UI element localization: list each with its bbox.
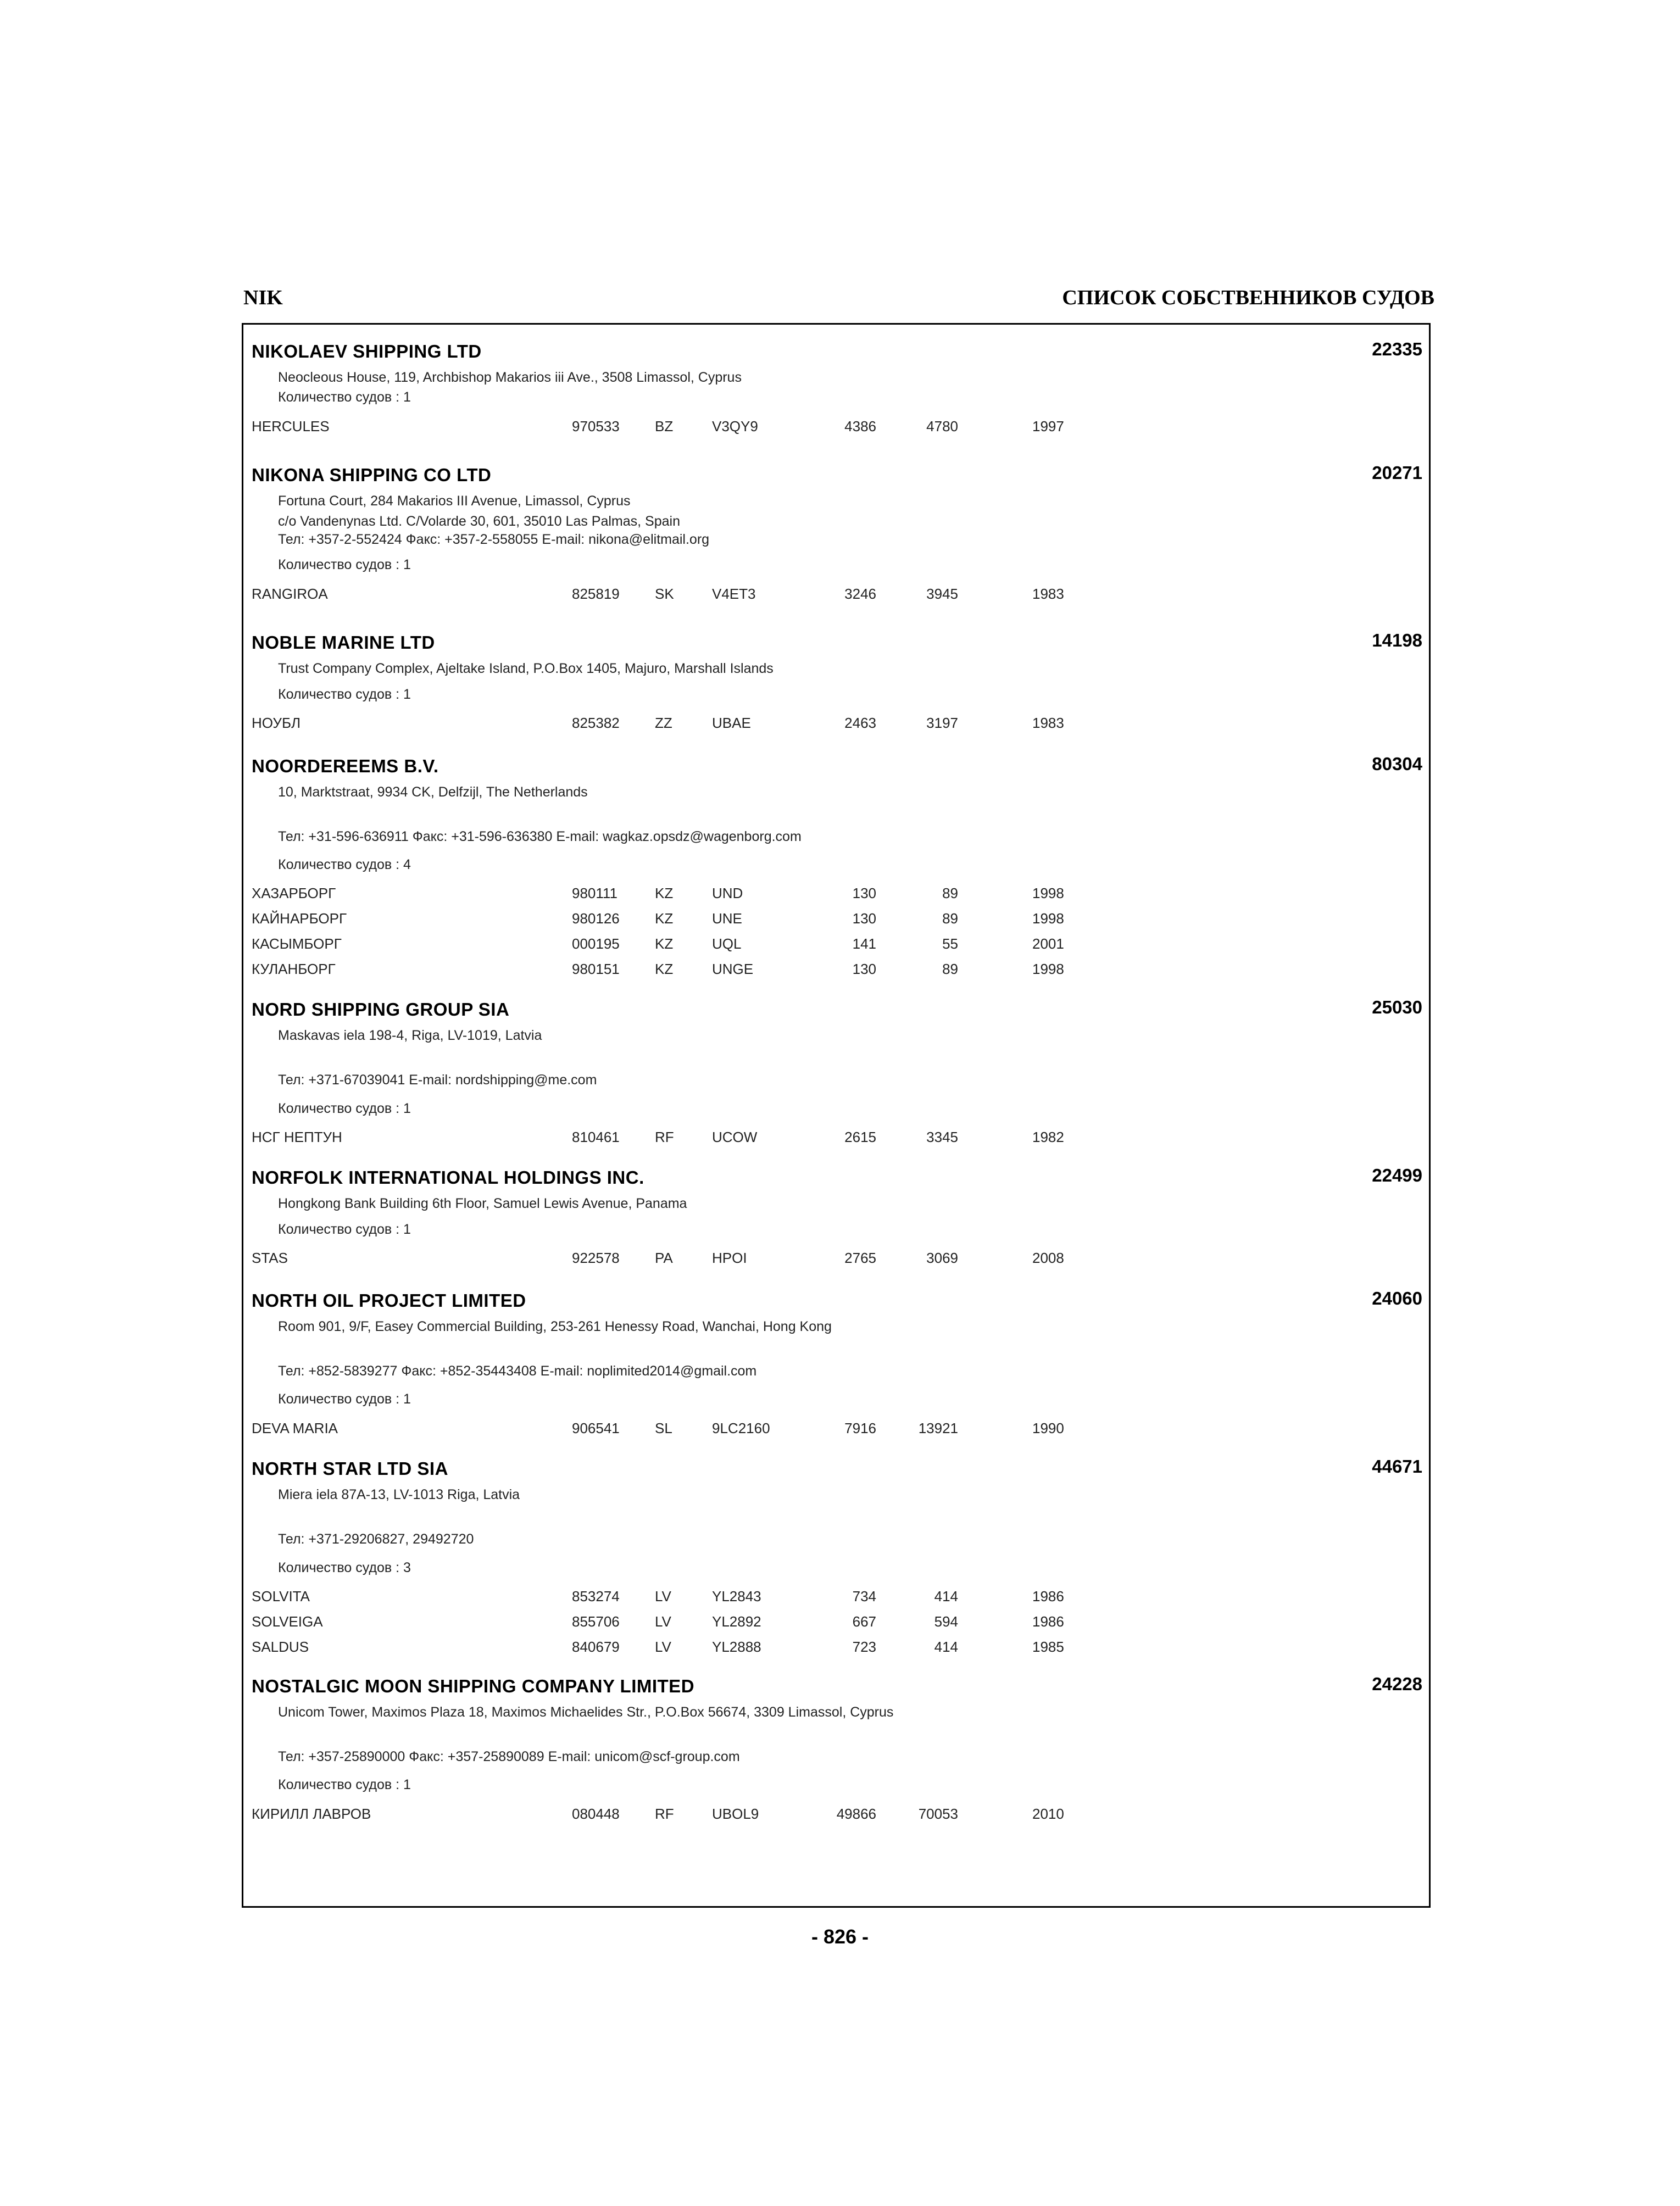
vessel-gross-tonnage: 3246: [844, 586, 876, 602]
vessel-deadweight: 3345: [926, 1129, 958, 1145]
vessel-gross-tonnage: 130: [852, 885, 876, 901]
page-number: - 826 -: [811, 1925, 869, 1948]
vessel-gross-tonnage: 723: [852, 1639, 876, 1655]
vessel-gross-tonnage: 734: [852, 1588, 876, 1605]
vessel-row: [243, 1806, 1429, 1824]
vessel-call-sign: UBOL9: [712, 1806, 759, 1822]
company-name: NOORDEREEMS B.V.: [252, 756, 439, 776]
vessel-deadweight: 3945: [926, 586, 958, 602]
company-info-line: Количество судов : 1: [278, 1222, 411, 1237]
vessel-flag: KZ: [655, 885, 674, 901]
vessel-row: [243, 910, 1429, 929]
company-info-line: Fortuna Court, 284 Makarios III Avenue, Limassol, Cyprus: [278, 493, 631, 509]
vessel-call-sign: UND: [712, 885, 743, 901]
vessel-imo-number: 906541: [572, 1420, 620, 1436]
vessel-name: КИРИЛЛ ЛАВРОВ: [252, 1806, 371, 1822]
company-info-line: 10, Marktstraat, 9934 CK, Delfzijl, The Netherlands: [278, 784, 588, 800]
vessel-imo-number: 980151: [572, 961, 620, 977]
vessel-imo-number: 970533: [572, 418, 620, 434]
vessel-call-sign: V4ET3: [712, 586, 756, 602]
vessel-name: SOLVEIGA: [252, 1613, 323, 1630]
company-id: 25030: [1372, 997, 1422, 1017]
vessel-build-year: 2001: [1032, 935, 1064, 952]
vessel-build-year: 1982: [1032, 1129, 1064, 1145]
vessel-call-sign: UNE: [712, 910, 742, 927]
vessel-call-sign: V3QY9: [712, 418, 758, 434]
vessel-imo-number: 000195: [572, 935, 620, 952]
vessel-row: [243, 885, 1429, 904]
vessel-row: [243, 961, 1429, 979]
vessel-deadweight: 594: [934, 1613, 958, 1630]
company-info-line: Unicom Tower, Maximos Plaza 18, Maximos Michaelides Str., P.O.Box 56674, 3309 Limassol, Cyprus: [278, 1704, 894, 1720]
page-header: [243, 286, 1434, 319]
vessel-build-year: 1983: [1032, 715, 1064, 731]
vessel-row: [243, 418, 1429, 437]
company-info-line: Тел: +357-2-552424 Факс: +357-2-558055 E-mail: nikona@elitmail.org: [278, 532, 710, 547]
vessel-imo-number: 980126: [572, 910, 620, 927]
company-id: 24228: [1372, 1674, 1422, 1694]
company-id: 80304: [1372, 754, 1422, 774]
vessel-row: [243, 1129, 1429, 1147]
company-id: 14198: [1372, 630, 1422, 650]
vessel-deadweight: 70053: [918, 1806, 958, 1822]
company-info-line: Тел: +852-5839277 Факс: +852-35443408 E-mail: noplimited2014@gmail.com: [278, 1363, 757, 1379]
vessel-deadweight: 414: [934, 1639, 958, 1655]
vessel-gross-tonnage: 667: [852, 1613, 876, 1630]
vessel-flag: RF: [655, 1806, 674, 1822]
company-info-line: Количество судов : 1: [278, 1391, 411, 1407]
vessel-gross-tonnage: 2615: [844, 1129, 876, 1145]
vessel-name: КАЙНАРБОРГ: [252, 910, 347, 927]
vessel-deadweight: 3197: [926, 715, 958, 731]
company-info-line: Количество судов : 3: [278, 1560, 411, 1575]
vessel-call-sign: UQL: [712, 935, 742, 952]
company-name: NIKOLAEV SHIPPING LTD: [252, 341, 482, 361]
vessel-build-year: 1983: [1032, 586, 1064, 602]
vessel-flag: SL: [655, 1420, 672, 1436]
vessel-row: [243, 1613, 1429, 1632]
vessel-gross-tonnage: 2765: [844, 1250, 876, 1266]
company-info-line: Количество судов : 4: [278, 857, 411, 872]
vessel-name: КАСЫМБОРГ: [252, 935, 342, 952]
company-info-line: Количество судов : 1: [278, 1101, 411, 1116]
vessel-build-year: 1986: [1032, 1613, 1064, 1630]
vessel-call-sign: YL2892: [712, 1613, 761, 1630]
company-info-line: Тел: +371-29206827, 29492720: [278, 1531, 474, 1547]
vessel-deadweight: 3069: [926, 1250, 958, 1266]
vessel-imo-number: 980111: [572, 885, 618, 901]
vessel-build-year: 1998: [1032, 885, 1064, 901]
vessel-row: [243, 715, 1429, 733]
company-info-line: Количество судов : 1: [278, 687, 411, 702]
vessel-call-sign: HPOI: [712, 1250, 747, 1266]
company-name: NORTH OIL PROJECT LIMITED: [252, 1290, 526, 1311]
vessel-deadweight: 55: [942, 935, 958, 952]
company-info-line: Тел: +371-67039041 E-mail: nordshipping@me.com: [278, 1072, 597, 1088]
vessel-name: НСГ НЕПТУН: [252, 1129, 342, 1145]
company-info-line: Room 901, 9/F, Easey Commercial Building, 253-261 Henessy Road, Wanchai, Hong Kong: [278, 1319, 832, 1334]
vessel-build-year: 1997: [1032, 418, 1064, 434]
vessel-imo-number: 853274: [572, 1588, 620, 1605]
vessel-build-year: 2008: [1032, 1250, 1064, 1266]
vessel-gross-tonnage: 2463: [844, 715, 876, 731]
company-id: 24060: [1372, 1288, 1422, 1308]
company-info-line: Количество судов : 1: [278, 1777, 411, 1792]
company-info-line: Количество судов : 1: [278, 557, 411, 572]
vessel-call-sign: UNGE: [712, 961, 754, 977]
vessel-build-year: 1986: [1032, 1588, 1064, 1605]
company-info-line: Maskavas iela 198-4, Riga, LV-1019, Latvia: [278, 1028, 542, 1043]
vessel-flag: ZZ: [655, 715, 672, 731]
company-info-line: c/o Vandenynas Ltd. C/Volarde 30, 601, 35010 Las Palmas, Spain: [278, 514, 680, 529]
vessel-flag: BZ: [655, 418, 674, 434]
vessel-gross-tonnage: 130: [852, 961, 876, 977]
company-info-line: Trust Company Complex, Ajeltake Island, P.O.Box 1405, Majuro, Marshall Islands: [278, 661, 774, 676]
vessel-call-sign: 9LC2160: [712, 1420, 770, 1436]
vessel-deadweight: 13921: [918, 1420, 958, 1436]
vessel-build-year: 1990: [1032, 1420, 1064, 1436]
vessel-imo-number: 840679: [572, 1639, 620, 1655]
company-info-line: Количество судов : 1: [278, 389, 411, 405]
vessel-row: [243, 586, 1429, 604]
vessel-flag: LV: [655, 1588, 671, 1605]
vessel-build-year: 1998: [1032, 961, 1064, 977]
vessel-row: [243, 935, 1429, 954]
vessel-gross-tonnage: 141: [852, 935, 876, 952]
company-name: NOBLE MARINE LTD: [252, 632, 435, 653]
vessel-build-year: 1985: [1032, 1639, 1064, 1655]
header-section-code: NIK: [243, 286, 283, 309]
vessel-name: SOLVITA: [252, 1588, 310, 1605]
company-list: [243, 325, 1429, 1906]
vessel-row: [243, 1639, 1429, 1657]
company-id: 22335: [1372, 339, 1422, 359]
vessel-imo-number: 810461: [572, 1129, 620, 1145]
vessel-call-sign: UCOW: [712, 1129, 758, 1145]
vessel-name: НОУБЛ: [252, 715, 301, 731]
vessel-call-sign: YL2843: [712, 1588, 761, 1605]
company-info-line: Тел: +357-25890000 Факс: +357-25890089 E-mail: unicom@scf-group.com: [278, 1749, 740, 1764]
company-id: 44671: [1372, 1456, 1422, 1477]
company-info-line: Miera iela 87A-13, LV-1013 Riga, Latvia: [278, 1487, 520, 1502]
vessel-deadweight: 89: [942, 910, 958, 927]
vessel-call-sign: YL2888: [712, 1639, 761, 1655]
vessel-imo-number: 825382: [572, 715, 620, 731]
vessel-name: SALDUS: [252, 1639, 309, 1655]
vessel-name: STAS: [252, 1250, 288, 1266]
company-info-line: Neocleous House, 119, Archbishop Makarios iii Ave., 3508 Limassol, Cyprus: [278, 370, 742, 385]
vessel-imo-number: 922578: [572, 1250, 620, 1266]
vessel-flag: LV: [655, 1639, 671, 1655]
vessel-row: [243, 1420, 1429, 1439]
vessel-call-sign: UBAE: [712, 715, 751, 731]
vessel-deadweight: 4780: [926, 418, 958, 434]
vessel-imo-number: 825819: [572, 586, 620, 602]
vessel-gross-tonnage: 7916: [844, 1420, 876, 1436]
vessel-flag: PA: [655, 1250, 673, 1266]
vessel-name: DEVA MARIA: [252, 1420, 338, 1436]
vessel-deadweight: 89: [942, 885, 958, 901]
company-name: NORTH STAR LTD SIA: [252, 1458, 448, 1479]
company-info-line: Hongkong Bank Building 6th Floor, Samuel Lewis Avenue, Panama: [278, 1196, 687, 1211]
vessel-name: HERCULES: [252, 418, 330, 434]
vessel-deadweight: 414: [934, 1588, 958, 1605]
company-id: 20271: [1372, 463, 1422, 483]
vessel-flag: RF: [655, 1129, 674, 1145]
vessel-flag: SK: [655, 586, 674, 602]
company-name: NORD SHIPPING GROUP SIA: [252, 999, 510, 1020]
company-name: NOSTALGIC MOON SHIPPING COMPANY LIMITED: [252, 1676, 695, 1696]
vessel-build-year: 2010: [1032, 1806, 1064, 1822]
company-id: 22499: [1372, 1165, 1422, 1185]
vessel-gross-tonnage: 4386: [844, 418, 876, 434]
vessel-row: [243, 1250, 1429, 1268]
vessel-flag: KZ: [655, 961, 674, 977]
listing-frame: [242, 323, 1431, 1908]
company-name: NORFOLK INTERNATIONAL HOLDINGS INC.: [252, 1167, 644, 1188]
company-name: NIKONA SHIPPING CO LTD: [252, 465, 492, 485]
vessel-row: [243, 1588, 1429, 1607]
vessel-deadweight: 89: [942, 961, 958, 977]
vessel-imo-number: 080448: [572, 1806, 620, 1822]
vessel-name: ХАЗАРБОРГ: [252, 885, 336, 901]
vessel-flag: LV: [655, 1613, 671, 1630]
vessel-flag: KZ: [655, 935, 674, 952]
vessel-gross-tonnage: 49866: [836, 1806, 876, 1822]
vessel-flag: KZ: [655, 910, 674, 927]
vessel-gross-tonnage: 130: [852, 910, 876, 927]
company-info-line: Тел: +31-596-636911 Факс: +31-596-636380 E-mail: wagkaz.opsdz@wagenborg.com: [278, 829, 802, 844]
vessel-name: RANGIROA: [252, 586, 328, 602]
vessel-name: КУЛАНБОРГ: [252, 961, 336, 977]
vessel-imo-number: 855706: [572, 1613, 620, 1630]
vessel-build-year: 1998: [1032, 910, 1064, 927]
header-title: СПИСОК СОБСТВЕННИКОВ СУДОВ: [1062, 286, 1434, 309]
